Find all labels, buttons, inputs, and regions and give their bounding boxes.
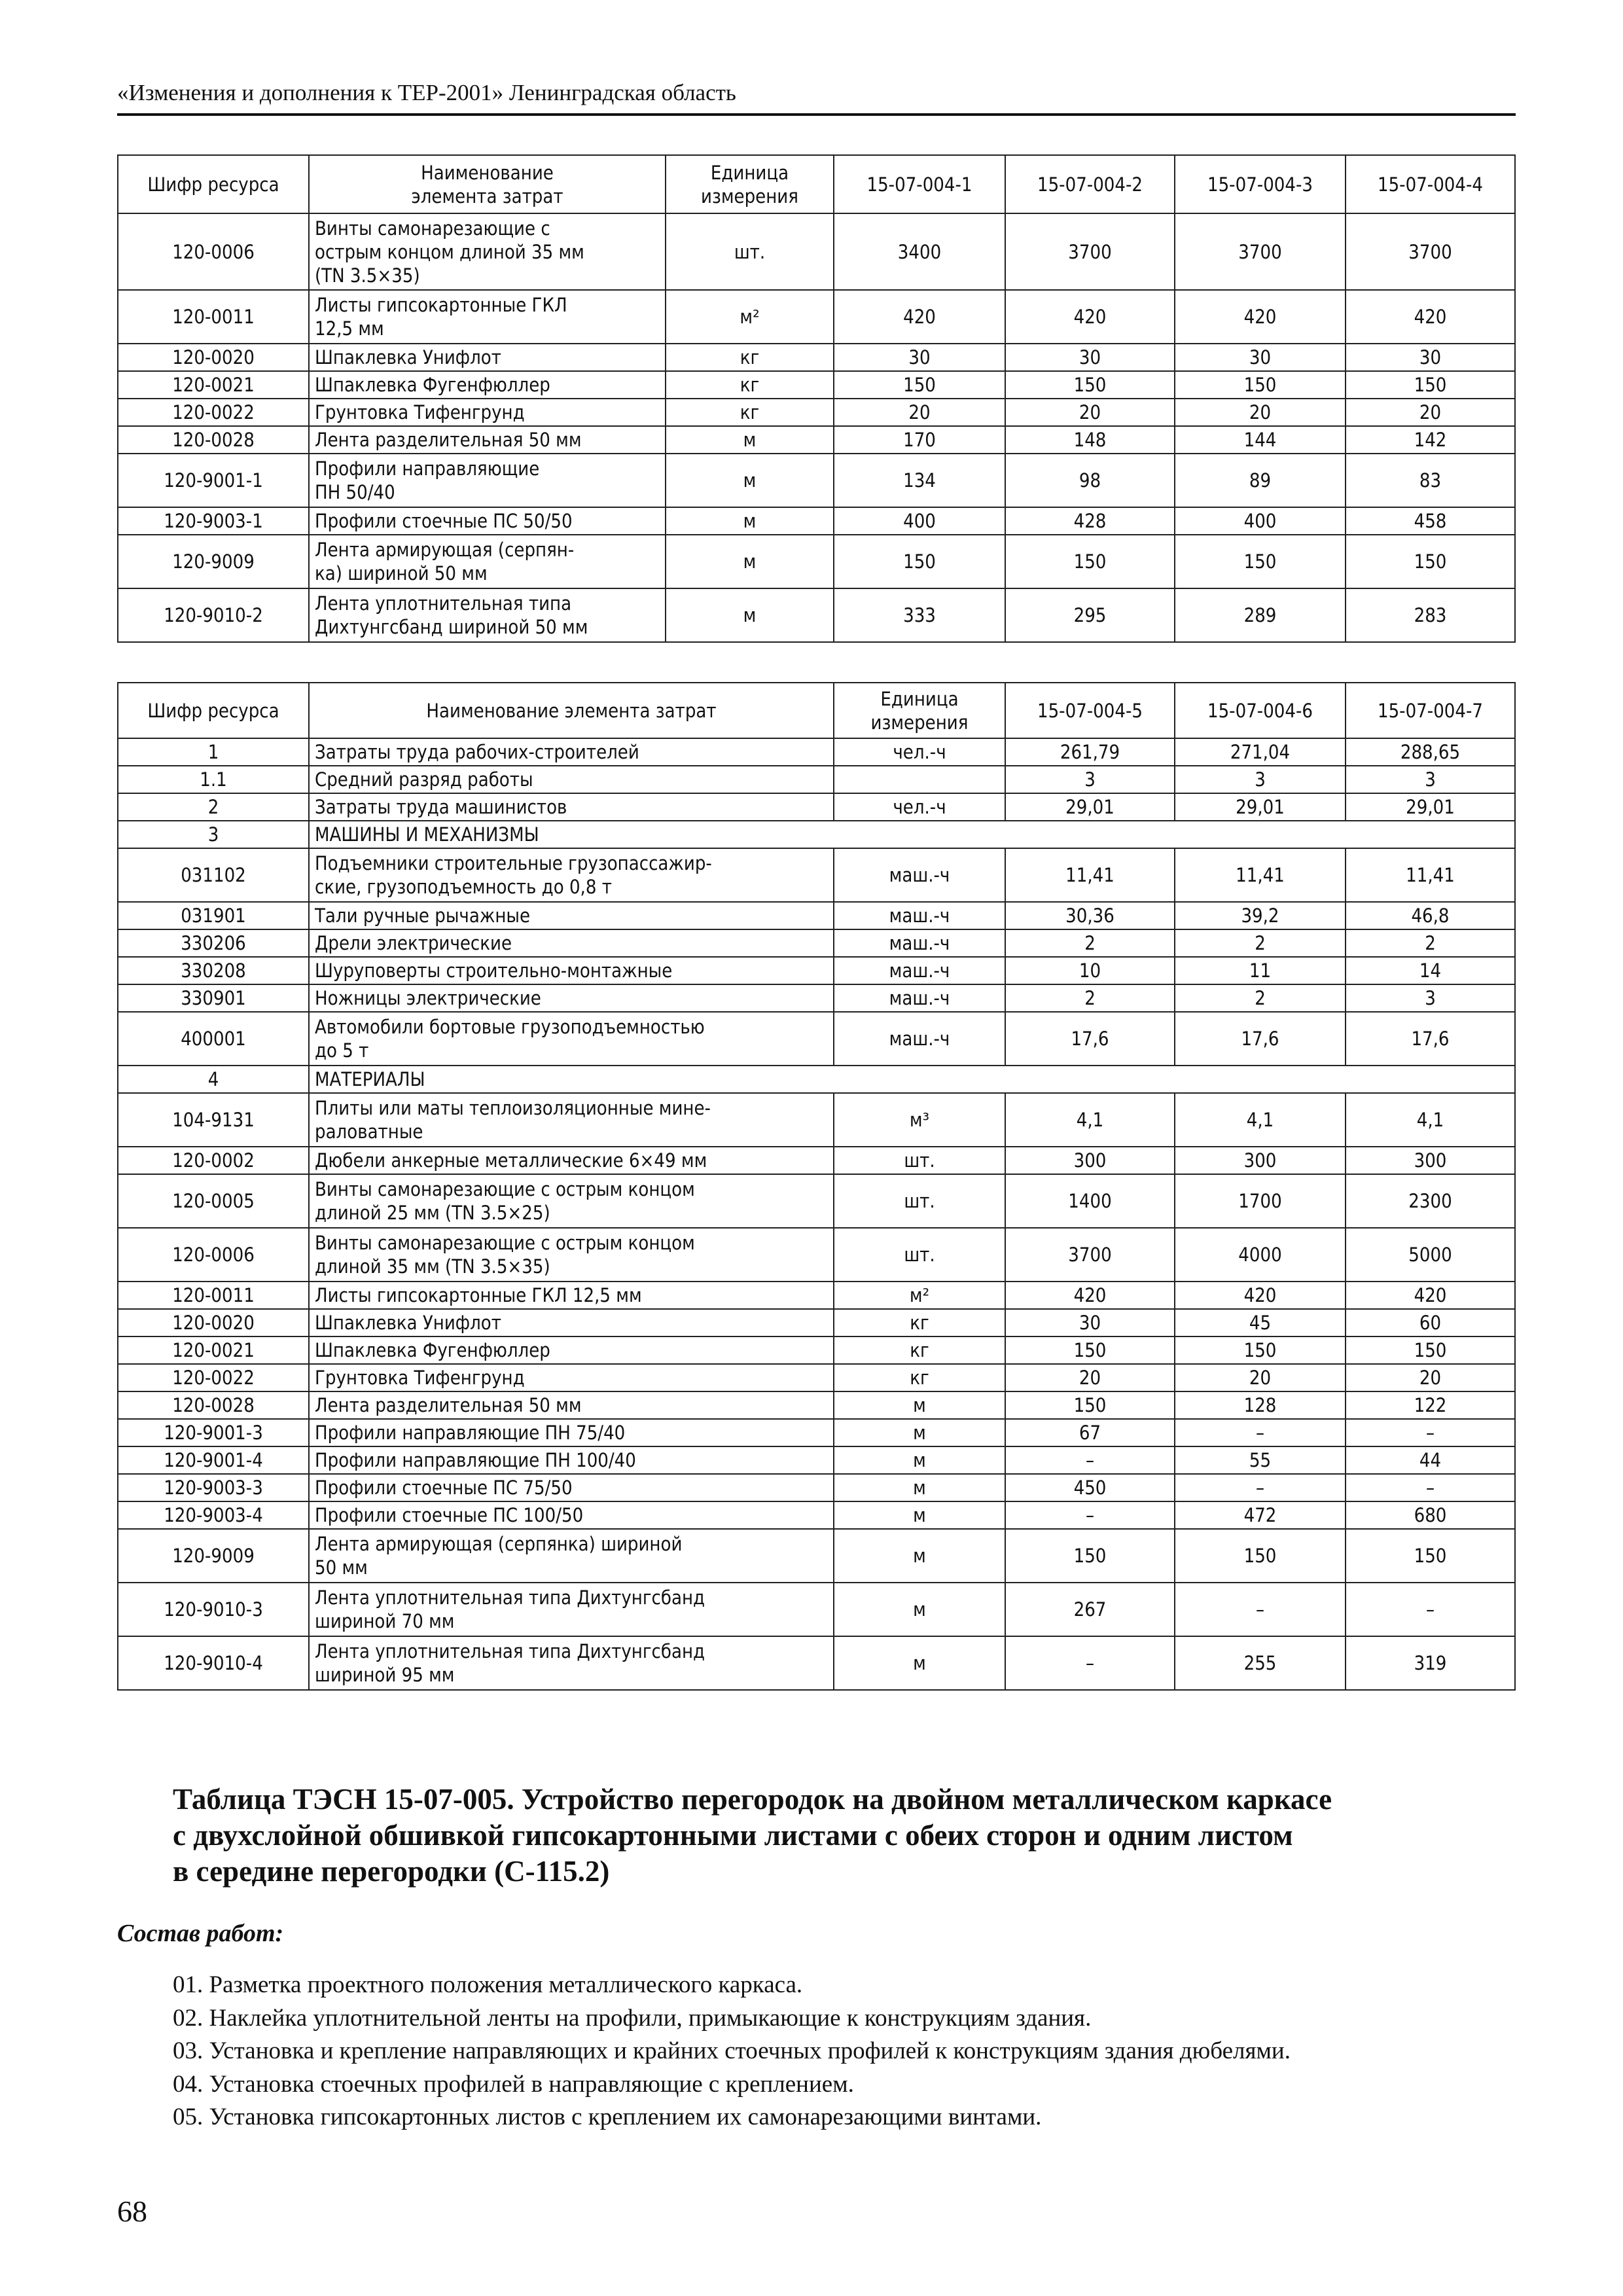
value-cell: 150 bbox=[1005, 535, 1175, 588]
value-cell: 333 bbox=[834, 588, 1005, 642]
table-row bbox=[118, 984, 1515, 1012]
value-cell: 420 bbox=[1005, 290, 1175, 344]
table-row bbox=[118, 1474, 1515, 1501]
unit: м² bbox=[834, 1282, 1005, 1309]
value-cell: 1400 bbox=[1005, 1174, 1175, 1228]
table-row bbox=[118, 1636, 1515, 1690]
cost-element-name: Винты самонарезающие с острым концом длиной 35 мм (TN 3.5×35) bbox=[309, 1228, 834, 1282]
works-list bbox=[173, 1969, 1291, 2134]
value-cell: 2300 bbox=[1346, 1174, 1515, 1228]
unit: м bbox=[666, 507, 834, 535]
resource-code: 120-0002 bbox=[118, 1147, 309, 1174]
unit: маш.-ч bbox=[834, 957, 1005, 984]
cost-element-name: Плиты или маты теплоизоляционные мине- раловатные bbox=[309, 1093, 834, 1147]
value-cell: 144 bbox=[1175, 426, 1346, 454]
value-cell: 11,41 bbox=[1005, 848, 1175, 902]
table-row bbox=[118, 588, 1515, 642]
value-cell: – bbox=[1005, 1636, 1175, 1690]
cost-element-name: Подъемники строительные грузопассажир- ские, грузоподъемность до 0,8 т bbox=[309, 848, 834, 902]
resource-code: 031901 bbox=[118, 902, 309, 929]
value-cell: 3700 bbox=[1346, 213, 1515, 290]
cost-element-name: Листы гипсокартонные ГКЛ 12,5 мм bbox=[309, 290, 666, 344]
resource-code: 120-9001-1 bbox=[118, 454, 309, 507]
value-cell: 30 bbox=[1175, 344, 1346, 371]
value-cell: 289 bbox=[1175, 588, 1346, 642]
unit: м bbox=[834, 1583, 1005, 1636]
cost-element-name: Лента разделительная 50 мм bbox=[309, 426, 666, 454]
resource-code: 120-9010-3 bbox=[118, 1583, 309, 1636]
value-cell: 4,1 bbox=[1005, 1093, 1175, 1147]
resource-table-1 bbox=[117, 154, 1516, 643]
value-cell: 261,79 bbox=[1005, 738, 1175, 766]
table-row bbox=[118, 1391, 1515, 1419]
resource-code: 330206 bbox=[118, 929, 309, 957]
cost-element-name: Винты самонарезающие с острым концом длиной 35 мм (TN 3.5×35) bbox=[309, 213, 666, 290]
section-row bbox=[118, 821, 1515, 848]
unit: чел.-ч bbox=[834, 738, 1005, 766]
value-cell: 150 bbox=[1005, 1391, 1175, 1419]
value-cell: – bbox=[1005, 1446, 1175, 1474]
resource-code: 330901 bbox=[118, 984, 309, 1012]
section-name: МАШИНЫ И МЕХАНИЗМЫ bbox=[309, 821, 1515, 848]
value-cell: 39,2 bbox=[1175, 902, 1346, 929]
value-cell: 3 bbox=[1005, 766, 1175, 793]
value-cell: 20 bbox=[1346, 1364, 1515, 1391]
value-cell: 2 bbox=[1005, 929, 1175, 957]
unit: м bbox=[834, 1446, 1005, 1474]
cost-element-name: Винты самонарезающие с острым концом длиной 25 мм (TN 3.5×25) bbox=[309, 1174, 834, 1228]
resource-code: 120-0028 bbox=[118, 1391, 309, 1419]
value-cell: 420 bbox=[1005, 1282, 1175, 1309]
table-row bbox=[118, 1364, 1515, 1391]
value-cell: 472 bbox=[1175, 1501, 1346, 1529]
table-row bbox=[118, 1446, 1515, 1474]
value-cell: 60 bbox=[1346, 1309, 1515, 1336]
cost-element-name: Затраты труда рабочих-строителей bbox=[309, 738, 834, 766]
cost-element-name: Ножницы электрические bbox=[309, 984, 834, 1012]
unit: кг bbox=[834, 1309, 1005, 1336]
unit: чел.-ч bbox=[834, 793, 1005, 821]
resource-code: 120-9001-4 bbox=[118, 1446, 309, 1474]
column-header: Шифр ресурса bbox=[118, 155, 309, 213]
value-cell: 29,01 bbox=[1175, 793, 1346, 821]
unit: м bbox=[834, 1501, 1005, 1529]
unit: кг bbox=[834, 1364, 1005, 1391]
value-cell: 295 bbox=[1005, 588, 1175, 642]
unit: м bbox=[666, 588, 834, 642]
value-cell: 400 bbox=[1175, 507, 1346, 535]
table-row bbox=[118, 535, 1515, 588]
table-row bbox=[118, 1012, 1515, 1066]
value-cell: 420 bbox=[1175, 290, 1346, 344]
value-cell: 420 bbox=[1346, 1282, 1515, 1309]
value-cell: 271,04 bbox=[1175, 738, 1346, 766]
value-cell: 267 bbox=[1005, 1583, 1175, 1636]
value-cell: – bbox=[1346, 1419, 1515, 1446]
cost-element-name: Автомобили бортовые грузоподъемностью до 5 т bbox=[309, 1012, 834, 1066]
column-header: 15-07-004-4 bbox=[1346, 155, 1515, 213]
value-cell: 150 bbox=[1175, 371, 1346, 399]
column-header: 15-07-004-5 bbox=[1005, 683, 1175, 738]
resource-code: 120-9009 bbox=[118, 1529, 309, 1583]
value-cell: 30 bbox=[834, 344, 1005, 371]
resource-code: 120-0006 bbox=[118, 1228, 309, 1282]
value-cell: 400 bbox=[834, 507, 1005, 535]
value-cell: 288,65 bbox=[1346, 738, 1515, 766]
page-number: 68 bbox=[117, 2195, 147, 2228]
section-row bbox=[118, 1066, 1515, 1093]
value-cell: 98 bbox=[1005, 454, 1175, 507]
value-cell: 150 bbox=[1346, 1529, 1515, 1583]
resource-code: 120-0005 bbox=[118, 1174, 309, 1228]
resource-code: 120-0021 bbox=[118, 371, 309, 399]
value-cell: 148 bbox=[1005, 426, 1175, 454]
value-cell: 4000 bbox=[1175, 1228, 1346, 1282]
cost-element-name: Профили направляющие ПН 100/40 bbox=[309, 1446, 834, 1474]
resource-code: 120-0006 bbox=[118, 213, 309, 290]
table-row bbox=[118, 1228, 1515, 1282]
table-row bbox=[118, 426, 1515, 454]
value-cell: 3 bbox=[1346, 984, 1515, 1012]
cost-element-name: Листы гипсокартонные ГКЛ 12,5 мм bbox=[309, 1282, 834, 1309]
table-row bbox=[118, 1529, 1515, 1583]
value-cell: 150 bbox=[1346, 1336, 1515, 1364]
table-row bbox=[118, 213, 1515, 290]
table-row bbox=[118, 929, 1515, 957]
resource-code: 120-9001-3 bbox=[118, 1419, 309, 1446]
cost-element-name: Тали ручные рычажные bbox=[309, 902, 834, 929]
value-cell: 2 bbox=[1175, 929, 1346, 957]
value-cell: 420 bbox=[1175, 1282, 1346, 1309]
table-row bbox=[118, 1336, 1515, 1364]
unit: м bbox=[834, 1636, 1005, 1690]
table-row bbox=[118, 1583, 1515, 1636]
value-cell: 255 bbox=[1175, 1636, 1346, 1690]
value-cell: 14 bbox=[1346, 957, 1515, 984]
value-cell: 20 bbox=[1175, 1364, 1346, 1391]
unit: шт. bbox=[666, 213, 834, 290]
unit: м³ bbox=[834, 1093, 1005, 1147]
cost-element-name: Профили направляющие ПН 75/40 bbox=[309, 1419, 834, 1446]
value-cell: 17,6 bbox=[1346, 1012, 1515, 1066]
unit: м bbox=[666, 454, 834, 507]
cost-element-name: Шпаклевка Фугенфюллер bbox=[309, 371, 666, 399]
unit: маш.-ч bbox=[834, 1012, 1005, 1066]
resource-table-2 bbox=[117, 682, 1516, 1691]
value-cell: 2 bbox=[1175, 984, 1346, 1012]
list-item: 02. Наклейка уплотнительной ленты на профили, примыкающие к конструкциям здания. bbox=[173, 2004, 1092, 2032]
cost-element-name: Затраты труда машинистов bbox=[309, 793, 834, 821]
resource-code: 400001 bbox=[118, 1012, 309, 1066]
unit: кг bbox=[834, 1336, 1005, 1364]
value-cell: 150 bbox=[1346, 371, 1515, 399]
value-cell: 20 bbox=[1346, 399, 1515, 426]
column-header: Шифр ресурса bbox=[118, 683, 309, 738]
value-cell: 2 bbox=[1346, 929, 1515, 957]
column-header: Единица измерения bbox=[666, 155, 834, 213]
column-header: Наименование элемента затрат bbox=[309, 155, 666, 213]
value-cell: 20 bbox=[1005, 1364, 1175, 1391]
unit: м bbox=[834, 1474, 1005, 1501]
table-row bbox=[118, 399, 1515, 426]
value-cell: 20 bbox=[1175, 399, 1346, 426]
table-row bbox=[118, 290, 1515, 344]
value-cell: 283 bbox=[1346, 588, 1515, 642]
value-cell: – bbox=[1005, 1501, 1175, 1529]
table-row bbox=[118, 1501, 1515, 1529]
table-row bbox=[118, 1147, 1515, 1174]
table-row bbox=[118, 848, 1515, 902]
value-cell: 3 bbox=[1346, 766, 1515, 793]
value-cell: 142 bbox=[1346, 426, 1515, 454]
table-row bbox=[118, 1282, 1515, 1309]
cost-element-name: Шуруповерты строительно-монтажные bbox=[309, 957, 834, 984]
value-cell: 150 bbox=[1175, 1529, 1346, 1583]
unit: м bbox=[834, 1419, 1005, 1446]
cost-element-name: Грунтовка Тифенгрунд bbox=[309, 1364, 834, 1391]
unit: маш.-ч bbox=[834, 902, 1005, 929]
column-header: 15-07-004-2 bbox=[1005, 155, 1175, 213]
value-cell: 20 bbox=[1005, 399, 1175, 426]
value-cell: 170 bbox=[834, 426, 1005, 454]
table-header-row bbox=[118, 155, 1515, 213]
value-cell: 420 bbox=[1346, 290, 1515, 344]
column-header: 15-07-004-3 bbox=[1175, 155, 1346, 213]
resource-code: 120-0011 bbox=[118, 1282, 309, 1309]
value-cell: 300 bbox=[1175, 1147, 1346, 1174]
value-cell: 680 bbox=[1346, 1501, 1515, 1529]
table-row bbox=[118, 902, 1515, 929]
resource-code: 120-0020 bbox=[118, 1309, 309, 1336]
cost-element-name: Лента армирующая (серпян- ка) шириной 50 мм bbox=[309, 535, 666, 588]
column-header: Единица измерения bbox=[834, 683, 1005, 738]
table-header-row bbox=[118, 683, 1515, 738]
resource-code: 104-9131 bbox=[118, 1093, 309, 1147]
unit: шт. bbox=[834, 1147, 1005, 1174]
cost-element-name: Профили стоечные ПС 50/50 bbox=[309, 507, 666, 535]
value-cell: 3700 bbox=[1005, 213, 1175, 290]
resource-code: 120-0028 bbox=[118, 426, 309, 454]
table-row bbox=[118, 344, 1515, 371]
table-row bbox=[118, 957, 1515, 984]
value-cell: 420 bbox=[834, 290, 1005, 344]
table-row bbox=[118, 1419, 1515, 1446]
table-row bbox=[118, 766, 1515, 793]
unit: кг bbox=[666, 371, 834, 399]
value-cell: 3 bbox=[1175, 766, 1346, 793]
value-cell: 150 bbox=[834, 371, 1005, 399]
value-cell: 428 bbox=[1005, 507, 1175, 535]
value-cell: 10 bbox=[1005, 957, 1175, 984]
value-cell: 17,6 bbox=[1005, 1012, 1175, 1066]
resource-code: 120-9003-4 bbox=[118, 1501, 309, 1529]
value-cell: 83 bbox=[1346, 454, 1515, 507]
value-cell: 89 bbox=[1175, 454, 1346, 507]
cost-element-name: Дрели электрические bbox=[309, 929, 834, 957]
unit: маш.-ч bbox=[834, 984, 1005, 1012]
table-row bbox=[118, 454, 1515, 507]
cost-element-name: Лента уплотнительная типа Дихтунгсбанд шириной 50 мм bbox=[309, 588, 666, 642]
value-cell: 46,8 bbox=[1346, 902, 1515, 929]
value-cell: – bbox=[1346, 1583, 1515, 1636]
column-header: 15-07-004-7 bbox=[1346, 683, 1515, 738]
value-cell: 67 bbox=[1005, 1419, 1175, 1446]
resource-code: 120-0020 bbox=[118, 344, 309, 371]
cost-element-name: Лента уплотнительная типа Дихтунгсбанд шириной 95 мм bbox=[309, 1636, 834, 1690]
value-cell: 150 bbox=[1175, 1336, 1346, 1364]
list-item: 04. Установка стоечных профилей в направляющие с креплением. bbox=[173, 2070, 854, 2098]
cost-element-name: Шпаклевка Унифлот bbox=[309, 344, 666, 371]
cost-element-name: Лента разделительная 50 мм bbox=[309, 1391, 834, 1419]
value-cell: – bbox=[1175, 1583, 1346, 1636]
value-cell: 122 bbox=[1346, 1391, 1515, 1419]
value-cell: 1700 bbox=[1175, 1174, 1346, 1228]
cost-element-name: Средний разряд работы bbox=[309, 766, 834, 793]
section-name: МАТЕРИАЛЫ bbox=[309, 1066, 1515, 1093]
resource-code: 120-9003-1 bbox=[118, 507, 309, 535]
unit bbox=[834, 766, 1005, 793]
column-header: Наименование элемента затрат bbox=[309, 683, 834, 738]
value-cell: – bbox=[1346, 1474, 1515, 1501]
cost-element-name: Профили стоечные ПС 75/50 bbox=[309, 1474, 834, 1501]
resource-code: 330208 bbox=[118, 957, 309, 984]
value-cell: 30 bbox=[1005, 344, 1175, 371]
value-cell: 3700 bbox=[1005, 1228, 1175, 1282]
value-cell: 4,1 bbox=[1175, 1093, 1346, 1147]
cost-element-name: Лента уплотнительная типа Дихтунгсбанд шириной 70 мм bbox=[309, 1583, 834, 1636]
resource-code: 120-9010-2 bbox=[118, 588, 309, 642]
unit: м bbox=[666, 535, 834, 588]
column-header: 15-07-004-1 bbox=[834, 155, 1005, 213]
unit: шт. bbox=[834, 1174, 1005, 1228]
unit: маш.-ч bbox=[834, 848, 1005, 902]
header-divider bbox=[117, 113, 1516, 116]
value-cell: 150 bbox=[1346, 535, 1515, 588]
resource-code: 120-0022 bbox=[118, 1364, 309, 1391]
value-cell: 45 bbox=[1175, 1309, 1346, 1336]
value-cell: 134 bbox=[834, 454, 1005, 507]
value-cell: 29,01 bbox=[1005, 793, 1175, 821]
value-cell: 319 bbox=[1346, 1636, 1515, 1690]
resource-code: 1.1 bbox=[118, 766, 309, 793]
cost-element-name: Профили стоечные ПС 100/50 bbox=[309, 1501, 834, 1529]
value-cell: 30 bbox=[1346, 344, 1515, 371]
unit: м² bbox=[666, 290, 834, 344]
value-cell: 450 bbox=[1005, 1474, 1175, 1501]
cost-element-name: Дюбели анкерные металлические 6×49 мм bbox=[309, 1147, 834, 1174]
value-cell: 11,41 bbox=[1346, 848, 1515, 902]
list-item: 01. Разметка проектного положения металлического каркаса. bbox=[173, 1971, 803, 1998]
list-item: 03. Установка и крепление направляющих и крайних стоечных профилей к конструкциям здания дюбелями. bbox=[173, 2037, 1291, 2064]
value-cell: 150 bbox=[1005, 1529, 1175, 1583]
resource-code: 120-9009 bbox=[118, 535, 309, 588]
resource-code: 4 bbox=[118, 1066, 309, 1093]
cost-element-name: Лента армирующая (серпянка) шириной 50 мм bbox=[309, 1529, 834, 1583]
resource-code: 1 bbox=[118, 738, 309, 766]
table-row bbox=[118, 738, 1515, 766]
value-cell: 150 bbox=[1005, 371, 1175, 399]
list-item: 05. Установка гипсокартонных листов с креплением их самонарезающими винтами. bbox=[173, 2104, 1042, 2130]
resource-code: 3 bbox=[118, 821, 309, 848]
value-cell: 150 bbox=[1175, 535, 1346, 588]
unit: шт. bbox=[834, 1228, 1005, 1282]
value-cell: – bbox=[1175, 1474, 1346, 1501]
unit: м bbox=[666, 426, 834, 454]
table-section-title: Таблица ТЭСН 15-07-005. Устройство перегородок на двойном металлическом каркасе с двухслойной обшивкой гипсокартонными листами с обеих сторон и одним листом в середине перегородки (С-115.2) bbox=[173, 1783, 1332, 1888]
resource-code: 120-0021 bbox=[118, 1336, 309, 1364]
value-cell: 11,41 bbox=[1175, 848, 1346, 902]
value-cell: 458 bbox=[1346, 507, 1515, 535]
value-cell: 150 bbox=[1005, 1336, 1175, 1364]
value-cell: 20 bbox=[834, 399, 1005, 426]
cost-element-name: Грунтовка Тифенгрунд bbox=[309, 399, 666, 426]
table-row bbox=[118, 1309, 1515, 1336]
table-row bbox=[118, 1174, 1515, 1228]
unit: маш.-ч bbox=[834, 929, 1005, 957]
table-row bbox=[118, 371, 1515, 399]
resource-code: 120-9003-3 bbox=[118, 1474, 309, 1501]
resource-code: 2 bbox=[118, 793, 309, 821]
value-cell: 11 bbox=[1175, 957, 1346, 984]
table-row bbox=[118, 1093, 1515, 1147]
value-cell: 30,36 bbox=[1005, 902, 1175, 929]
table-row bbox=[118, 793, 1515, 821]
value-cell: 30 bbox=[1005, 1309, 1175, 1336]
value-cell: 5000 bbox=[1346, 1228, 1515, 1282]
resource-code: 120-0011 bbox=[118, 290, 309, 344]
cost-element-name: Шпаклевка Фугенфюллер bbox=[309, 1336, 834, 1364]
unit: кг bbox=[666, 399, 834, 426]
value-cell: 3700 bbox=[1175, 213, 1346, 290]
resource-code: 031102 bbox=[118, 848, 309, 902]
unit: м bbox=[834, 1391, 1005, 1419]
works-composition-heading: Состав работ: bbox=[117, 1920, 284, 1947]
value-cell: – bbox=[1175, 1419, 1346, 1446]
cost-element-name: Шпаклевка Унифлот bbox=[309, 1309, 834, 1336]
value-cell: 3400 bbox=[834, 213, 1005, 290]
value-cell: 300 bbox=[1346, 1147, 1515, 1174]
value-cell: 128 bbox=[1175, 1391, 1346, 1419]
value-cell: 17,6 bbox=[1175, 1012, 1346, 1066]
value-cell: 2 bbox=[1005, 984, 1175, 1012]
value-cell: 44 bbox=[1346, 1446, 1515, 1474]
value-cell: 150 bbox=[834, 535, 1005, 588]
cost-element-name: Профили направляющие ПН 50/40 bbox=[309, 454, 666, 507]
value-cell: 29,01 bbox=[1346, 793, 1515, 821]
table-row bbox=[118, 507, 1515, 535]
value-cell: 4,1 bbox=[1346, 1093, 1515, 1147]
column-header: 15-07-004-6 bbox=[1175, 683, 1346, 738]
resource-code: 120-0022 bbox=[118, 399, 309, 426]
value-cell: 300 bbox=[1005, 1147, 1175, 1174]
value-cell: 55 bbox=[1175, 1446, 1346, 1474]
resource-code: 120-9010-4 bbox=[118, 1636, 309, 1690]
unit: кг bbox=[666, 344, 834, 371]
unit: м bbox=[834, 1529, 1005, 1583]
running-header: «Изменения и дополнения к ТЕР-2001» Ленинградская область bbox=[117, 80, 736, 105]
